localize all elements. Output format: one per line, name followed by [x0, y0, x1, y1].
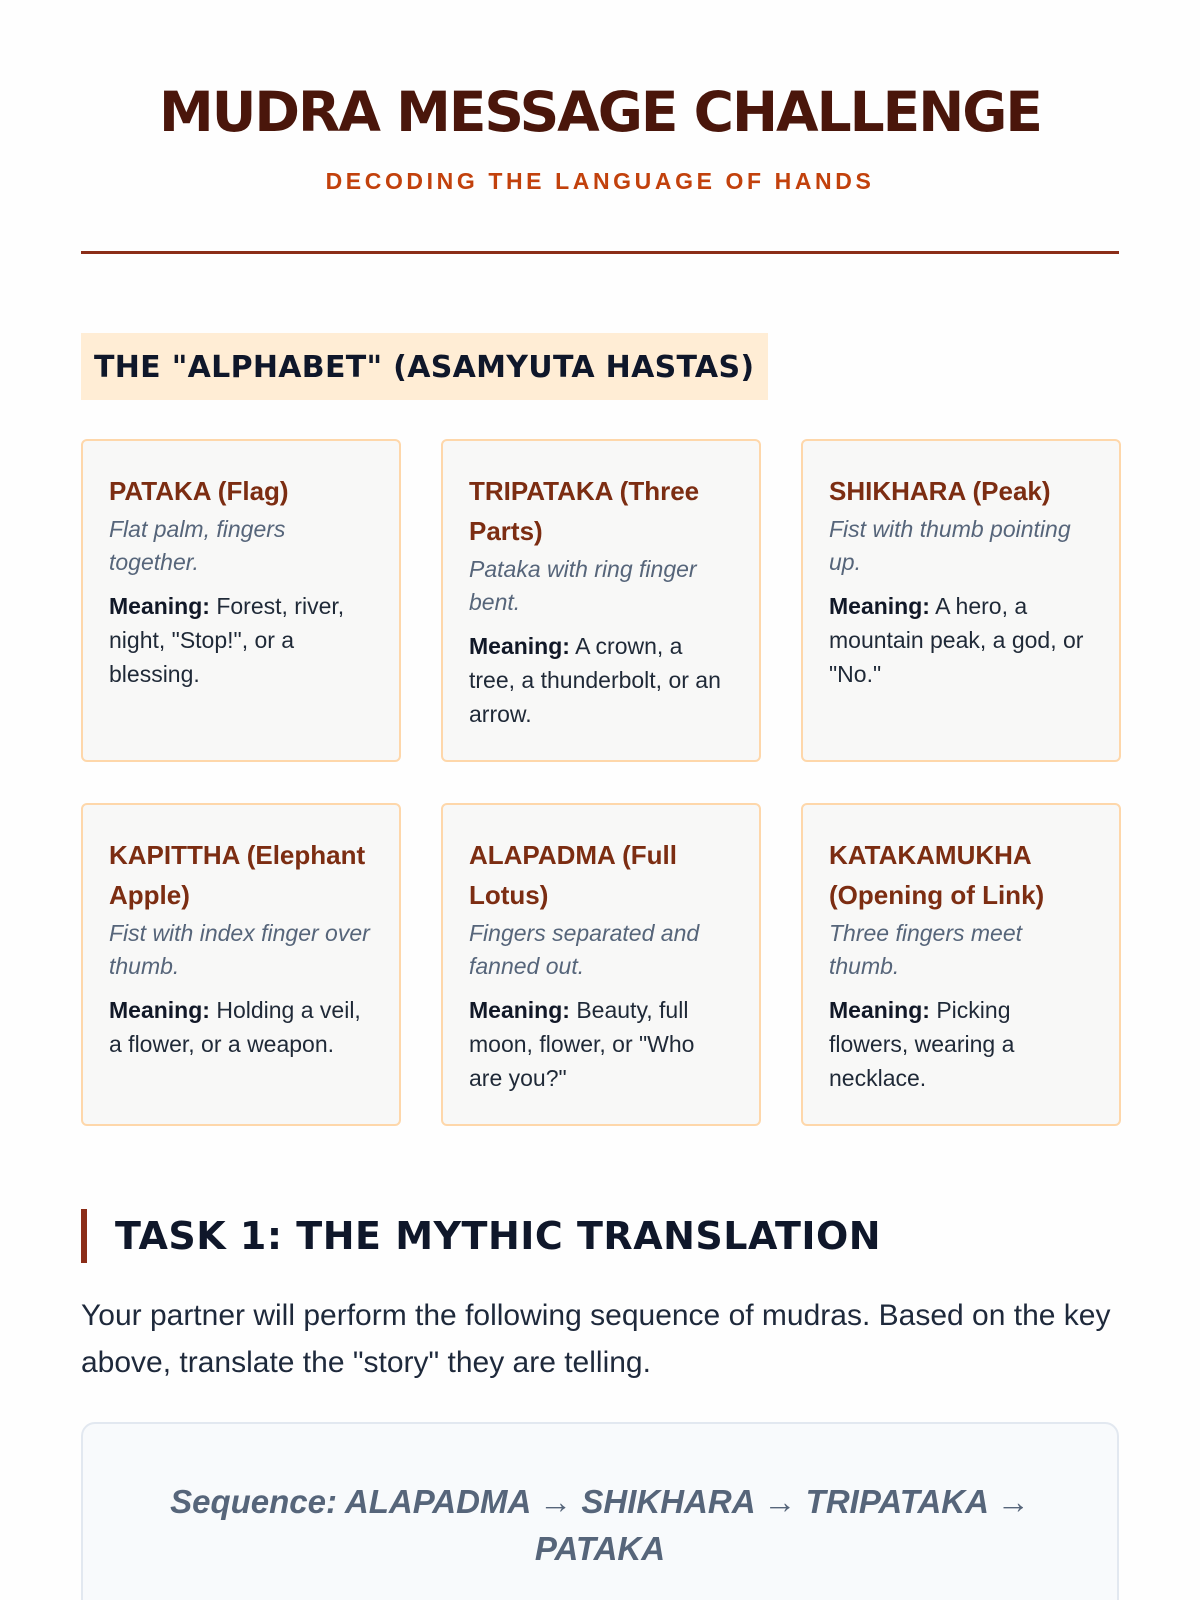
meaning-label: Meaning: — [109, 592, 210, 619]
mudra-card-tripataka — [441, 439, 761, 762]
mudra-card-alapadma — [441, 803, 761, 1126]
mudra-card-shikhara — [801, 439, 1121, 762]
meaning-label: Meaning: — [829, 592, 930, 619]
meaning-text: Beauty, full moon, flower, or "Who are you?" — [469, 996, 695, 1091]
task-1-heading: TASK 1: THE MYTHIC TRANSLATION — [81, 1209, 1119, 1263]
mudra-meaning — [109, 589, 373, 691]
mudra-name: PATAKA (Flag) — [109, 475, 289, 506]
mudra-description: Pataka with ring finger bent. — [469, 555, 697, 615]
meaning-label: Meaning: — [829, 996, 930, 1023]
mudra-description: Fist with thumb pointing up. — [829, 515, 1071, 575]
page-header — [81, 0, 1119, 254]
page-title: MUDRA MESSAGE CHALLENGE — [159, 80, 1041, 144]
mudra-name: ALAPADMA (Full Lotus) — [469, 839, 677, 910]
mudra-description: Flat palm, fingers together. — [109, 515, 286, 575]
meaning-text: A hero, a mountain peak, a god, or "No." — [829, 592, 1084, 687]
mudra-sequence: Sequence: ALAPADMA → SHIKHARA → TRIPATAKA → PATAKA — [170, 1482, 1030, 1567]
header-divider — [81, 251, 1119, 254]
mudra-name: SHIKHARA (Peak) — [829, 475, 1051, 506]
mudra-card-pataka — [81, 439, 401, 762]
mudra-card-katakamukha — [801, 803, 1121, 1126]
mudra-card-grid — [81, 439, 1119, 1126]
mudra-name: KATAKAMUKHA (Opening of Link) — [829, 839, 1045, 910]
task-1-description: Your partner will perform the following sequence of mudras. Based on the key above, translate the "story" they are telling. — [81, 1298, 1111, 1379]
mudra-description: Three fingers meet thumb. — [829, 919, 1023, 979]
meaning-text: A crown, a tree, a thunderbolt, or an arrow. — [469, 632, 721, 727]
mudra-name: KAPITTHA (Elephant Apple) — [109, 839, 366, 910]
mudra-card-kapittha — [81, 803, 401, 1126]
mudra-meaning — [829, 993, 1093, 1095]
sequence-box — [81, 1422, 1119, 1600]
meaning-label: Meaning: — [469, 996, 570, 1023]
meaning-text: Holding a veil, a flower, or a weapon. — [109, 996, 361, 1057]
meaning-text: Forest, river, night, "Stop!", or a blessing. — [109, 592, 345, 687]
mudra-description: Fist with index finger over thumb. — [109, 919, 370, 979]
mudra-meaning — [109, 993, 373, 1061]
meaning-text: Picking flowers, wearing a necklace. — [829, 996, 1015, 1091]
mudra-description: Fingers separated and fanned out. — [469, 919, 700, 979]
mudra-meaning — [469, 993, 733, 1095]
mudra-name: TRIPATAKA (Three Parts) — [469, 475, 700, 546]
meaning-label: Meaning: — [109, 996, 210, 1023]
alphabet-section-heading: THE "ALPHABET" (ASAMYUTA HASTAS) — [81, 333, 768, 400]
page-subtitle: DECODING THE LANGUAGE OF HANDS — [325, 167, 875, 194]
meaning-label: Meaning: — [469, 632, 570, 659]
mudra-meaning — [829, 589, 1093, 691]
mudra-meaning — [469, 629, 733, 731]
